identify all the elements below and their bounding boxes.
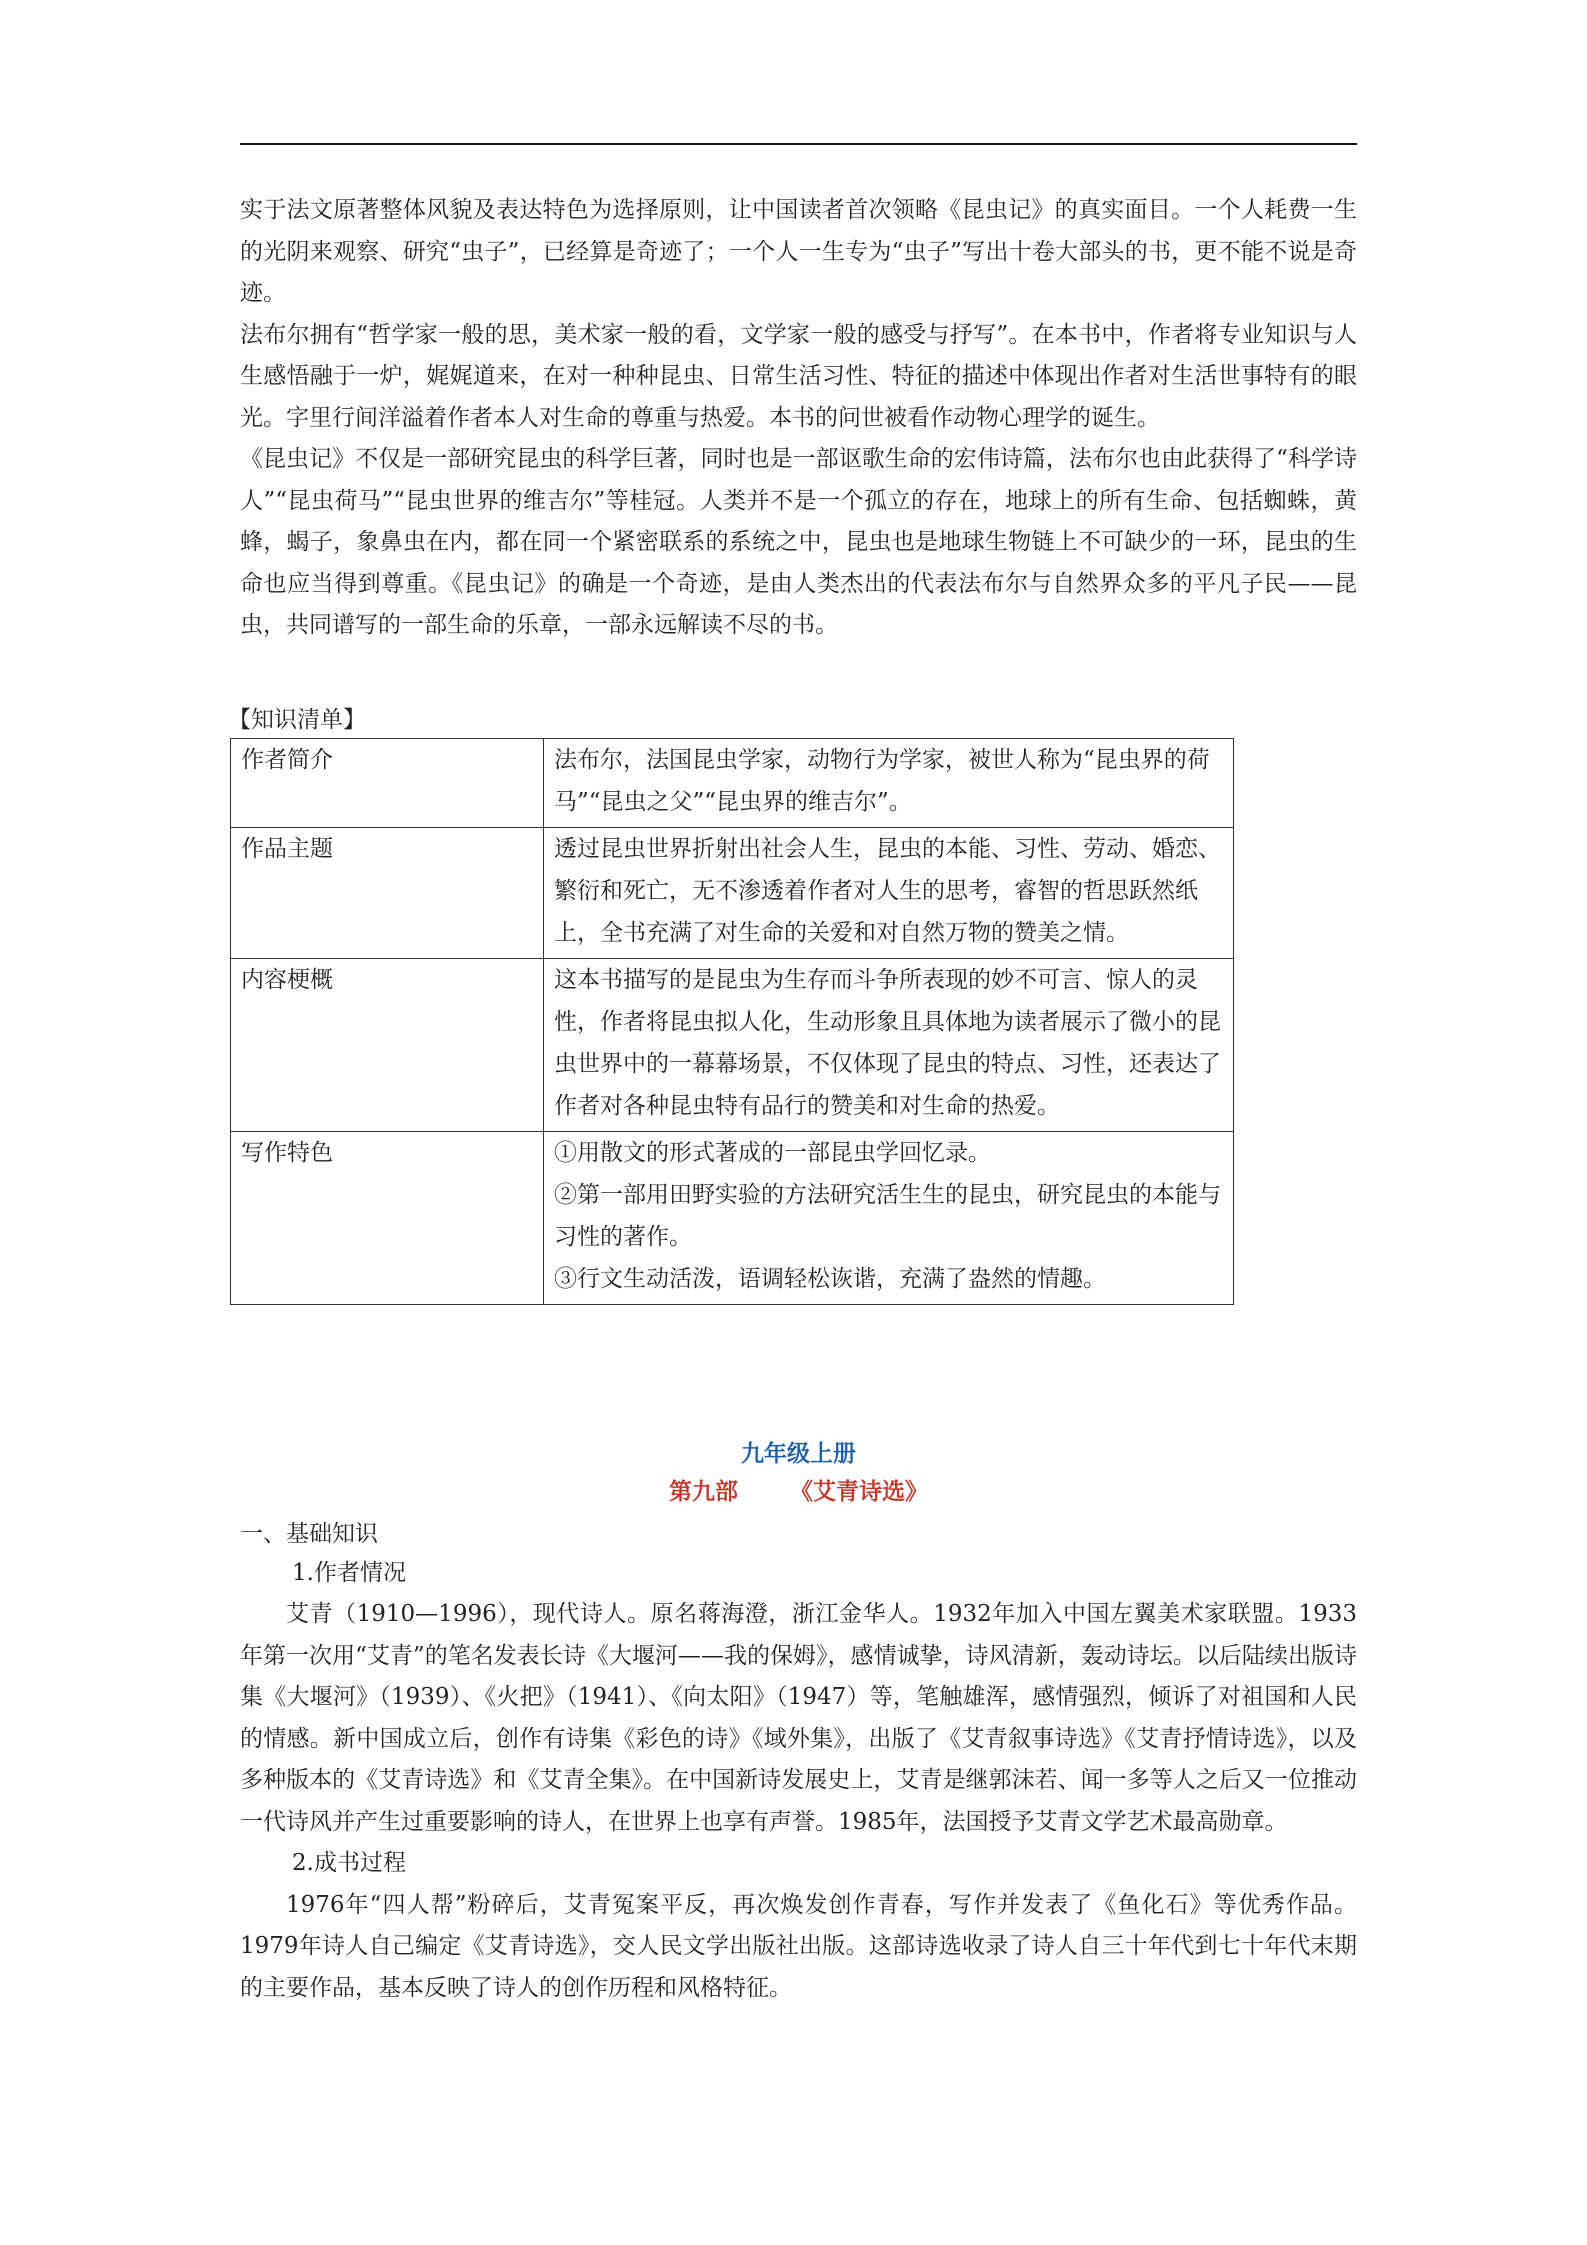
basics-title: 一、基础知识	[240, 1520, 378, 1547]
intro-paragraph: 《昆虫记》不仅是一部研究昆虫的科学巨著，同时也是一部讴歌生命的宏伟诗篇，法布尔也由此获得了“科学诗人”“昆虫荷马”“昆虫世界的维吉尔”等桂冠。人类并不是一个孤立的存在，地球上的所有生命、包括蜘蛛，黄蜂，蝎子，象鼻虫在内，都在同一个紧密联系的系统之中，昆虫也是地球生物链上不可缺少的一环，昆虫的生命也应当得到尊重。《昆虫记》的确是一个奇迹，是由人类杰出的代表法布尔与自然界众多的平凡子民——昆虫，共同谱写的一部生命的乐章，一部永远解读不尽的书。	[240, 446, 1357, 638]
author-paragraph: 艾青（1910—1996），现代诗人。原名蒋海澄，浙江金华人。1932年加入中国左翼美术家联盟。1933年第一次用“艾青”的笔名发表长诗《大堰河——我的保姆》，感情诚挚，诗风清新，轰动诗坛。以后陆续出版诗集《大堰河》（1939）、《火把》（1941）、《向太阳》（1947）等，笔触雄浑，感情强烈，倾诉了对祖国和人民的情感。新中国成立后，创作有诗集《彩色的诗》《域外集》，出版了《艾青叙事诗选》《艾青抒情诗选》，以及多种版本的《艾青诗选》和《艾青全集》。在中国新诗发展史上，艾青是继郭沫若、闻一多等人之后又一位推动一代诗风并产生过重要影响的诗人，在世界上也享有声誉。1985年，法国授予艾青文学艺术最高勋章。	[240, 1601, 1357, 1835]
row-text: ③行文生动活泼，语调轻松诙谐，充满了盎然的情趣。	[554, 1265, 1106, 1292]
page-content	[228, 190, 1357, 2009]
intro-paragraph: 法布尔拥有“哲学家一般的思，美术家一般的看，文学家一般的感受与抒写”。在本书中，作者将专业知识与人生感悟融于一炉，娓娓道来，在对一种种昆虫、日常生活习性、特征的描述中体现出作者对生活世事特有的眼光。字里行间洋溢着作者本人对生命的尊重与热爱。本书的问世被看作动物心理学的诞生。	[240, 321, 1357, 431]
row-text: 这本书描写的是昆虫为生存而斗争所表现的妙不可言、惊人的灵性，作者将昆虫拟人化，生动形象且具体地为读者展示了微小的昆虫世界中的一幕幕场景，不仅体现了昆虫的特点、习性，还表达了作者对各种昆虫特有品行的赞美和对生命的热爱。	[554, 966, 1221, 1119]
header-rule	[240, 143, 1357, 145]
row-label: 作品主题	[231, 827, 544, 958]
row-text: 透过昆虫世界折射出社会人生，昆虫的本能、习性、劳动、婚恋、繁衍和死亡，无不渗透着作者对人生的思考，睿智的哲思跃然纸上，全书充满了对生命的关爱和对自然万物的赞美之情。	[554, 835, 1221, 946]
table-row	[231, 958, 1234, 1131]
row-text: 法布尔，法国昆虫学家，动物行为学家，被世人称为“昆虫界的荷马”“昆虫之父”“昆虫界的维吉尔”。	[554, 746, 1210, 815]
row-content	[544, 958, 1234, 1131]
table-row	[231, 1131, 1234, 1304]
row-text: ②第一部用田野实验的方法研究活生生的昆虫，研究昆虫的本能与习性的著作。	[554, 1181, 1221, 1250]
part-heading	[240, 1473, 1357, 1511]
row-label: 作者简介	[231, 738, 544, 827]
process-subtitle: 2.成书过程	[292, 1850, 406, 1876]
knowledge-table	[230, 738, 1234, 1305]
row-content	[544, 827, 1234, 958]
row-content	[544, 738, 1234, 827]
row-text: ①用散文的形式著成的一部昆虫学回忆录。	[554, 1139, 991, 1166]
author-subtitle: 1.作者情况	[292, 1559, 406, 1586]
knowledge-list-title: 【知识清单】	[228, 706, 366, 733]
row-label: 写作特色	[231, 1131, 544, 1304]
intro-paragraph: 实于法文原著整体风貌及表达特色为选择原则，让中国读者首次领略《昆虫记》的真实面目。一个人耗费一生的光阴来观察、研究“虫子”，已经算是奇迹了；一个人一生专为“虫子”写出十卷大部头的书，更不能不说是奇迹。	[240, 197, 1357, 306]
part-number: 第九部	[669, 1477, 738, 1505]
process-paragraph: 1976年“四人帮”粉碎后，艾青冤案平反，再次焕发创作青春，写作并发表了《鱼化石》等优秀作品。1979年诗人自己编定《艾青诗选》，交人民文学出版社出版。这部诗选收录了诗人自三十年代到七十年代末期的主要作品，基本反映了诗人的创作历程和风格特征。	[240, 1891, 1357, 2001]
grade-heading: 九年级上册	[741, 1439, 856, 1467]
table-row	[231, 738, 1234, 827]
row-content	[544, 1131, 1234, 1304]
part-title: 《艾青诗选》	[790, 1477, 928, 1505]
row-label: 内容梗概	[231, 958, 544, 1131]
table-row	[231, 827, 1234, 958]
